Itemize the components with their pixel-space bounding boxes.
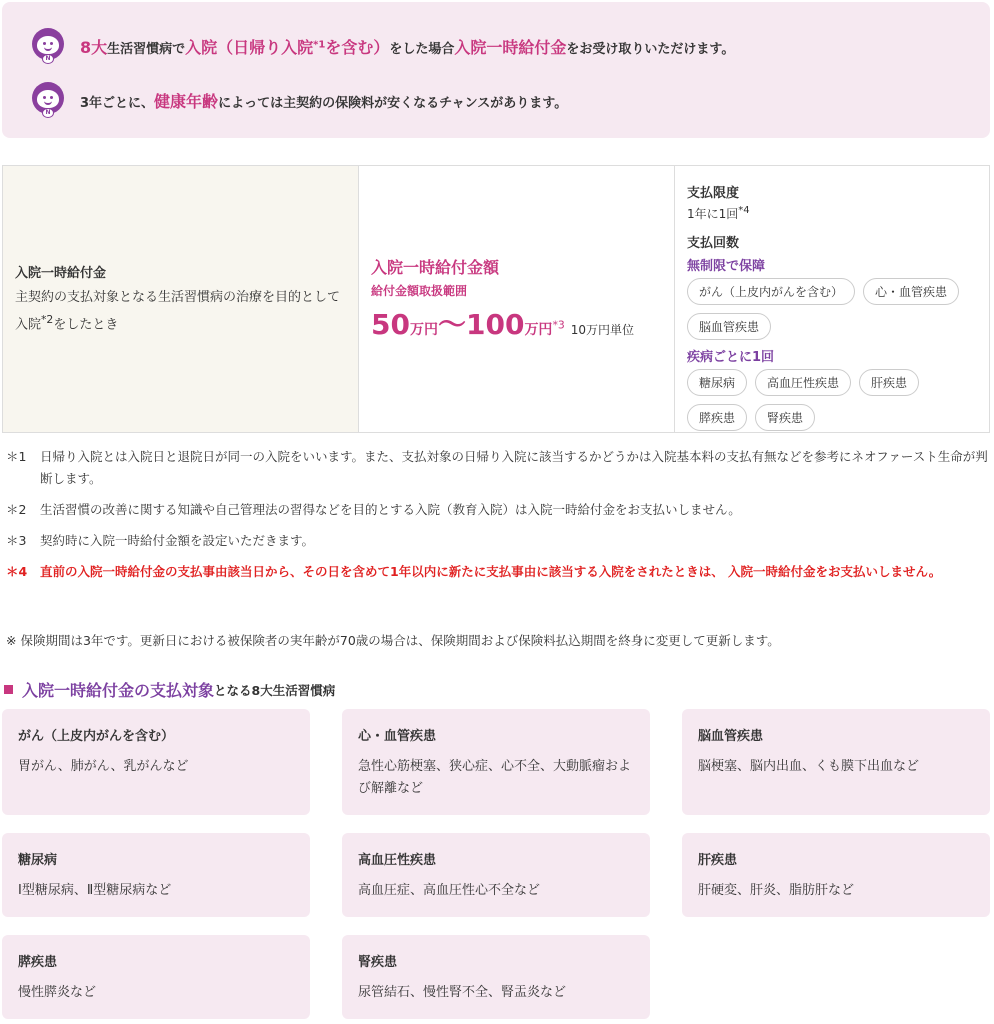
disease-chip: 腎疾患 [755,404,815,431]
disease-card: がん（上皮内がんを含む） 胃がん、肺がん、乳がんなど [2,709,310,815]
disease-chip: 糖尿病 [687,369,747,396]
mascot-icon: N [30,28,66,64]
mascot-icon: N [30,82,66,118]
benefit-title: 入院一時給付金 [15,265,107,281]
footnote-4: ＊4 直前の入院一時給付金の支払事由該当日から、その日を含めて1年以内に新たに支払事由に該当する入院をされたときは、 入院一時給付金をお支払いしません。 [6,564,942,579]
info-text-1: 8大生活習慣病で入院（日帰り入院$^{*1}$を含む）をした場合入院一時給付金をお受け取りいただけます。 [80,37,735,57]
info-row-2 [30,82,567,118]
amount-range-label: 給付金額取扱範囲 [371,284,468,298]
benefit-table [2,165,990,433]
limit-label: 支払限度 [687,186,740,201]
section-heading: 入院一時給付金の支払対象 となる8大生活習慣病 [4,678,335,701]
footnotes [6,446,988,592]
footnote-1: ＊1 日帰り入院とは入院日と退院日が同一の入院をいいます。また、支払対象の日帰り入院に該当するかどうかは入院基本料の支払有無などを参考にネオファースト生命が判断します。 [6,449,988,486]
disease-chip: がん（上皮内がんを含む） [687,278,855,305]
disease-chip: 脳血管疾患 [687,313,771,340]
amount-heading: 入院一時給付金額 [371,258,500,277]
square-bullet-icon [4,685,13,694]
benefit-amount-cell [359,166,675,432]
per-disease-label: 疾病ごとに1回 [687,350,775,365]
unlimited-chips [687,278,977,340]
footnote-3: ＊3 契約時に入院一時給付金額を設定いただきます。 [6,533,315,548]
disease-card: 高血圧性疾患 高血圧症、高血圧性心不全など [342,833,650,917]
disease-card: 心・血管疾患 急性心筋梗塞、狭心症、心不全、大動脈瘤および解離など [342,709,650,815]
disease-chip: 肝疾患 [859,369,919,396]
footnote-2: ＊2 生活習慣の改善に関する知識や自己管理法の習得などを目的とする入院（教育入院）は入院一時給付金をお支払いしません。 [6,502,741,517]
payment-conditions-cell [675,166,989,432]
disease-chip: 高血圧性疾患 [755,369,851,396]
disease-card: 膵疾患 慢性膵炎など [2,935,310,1019]
count-label: 支払回数 [687,236,740,251]
benefit-name-cell [3,166,359,432]
disease-chip: 心・血管疾患 [863,278,959,305]
info-text-2: 3年ごとに、健康年齢によっては主契約の保険料が安くなるチャンスがあります。 [80,91,568,111]
info-row-1 [30,28,734,64]
unlimited-label: 無制限で保障 [687,259,766,274]
amount-range: 50万円～100万円$^{*3}$ 10万円単位 [371,308,635,341]
disease-card: 腎疾患 尿管結石、慢性腎不全、腎盂炎など [342,935,650,1019]
disease-card: 脳血管疾患 脳梗塞、脳内出血、くも膜下出血など [682,709,990,815]
disease-chip: 膵疾患 [687,404,747,431]
limit-value: 1年に1回$^{*4}$ [687,205,750,221]
info-banner [2,2,990,138]
benefit-condition: 主契約の支払対象となる生活習慣病の治療を目的として入院$^{*2}$をしたとき [15,289,341,333]
disease-card: 肝疾患 肝硬変、肝炎、脂肪肝など [682,833,990,917]
general-note: ※ 保険期間は3年です。更新日における被保険者の実年齢が70歳の場合は、保険期間および保険料払込期間を終身に変更して更新します。 [6,633,780,648]
per-disease-chips [687,369,977,431]
disease-card: 糖尿病 Ⅰ型糖尿病、Ⅱ型糖尿病など [2,833,310,917]
